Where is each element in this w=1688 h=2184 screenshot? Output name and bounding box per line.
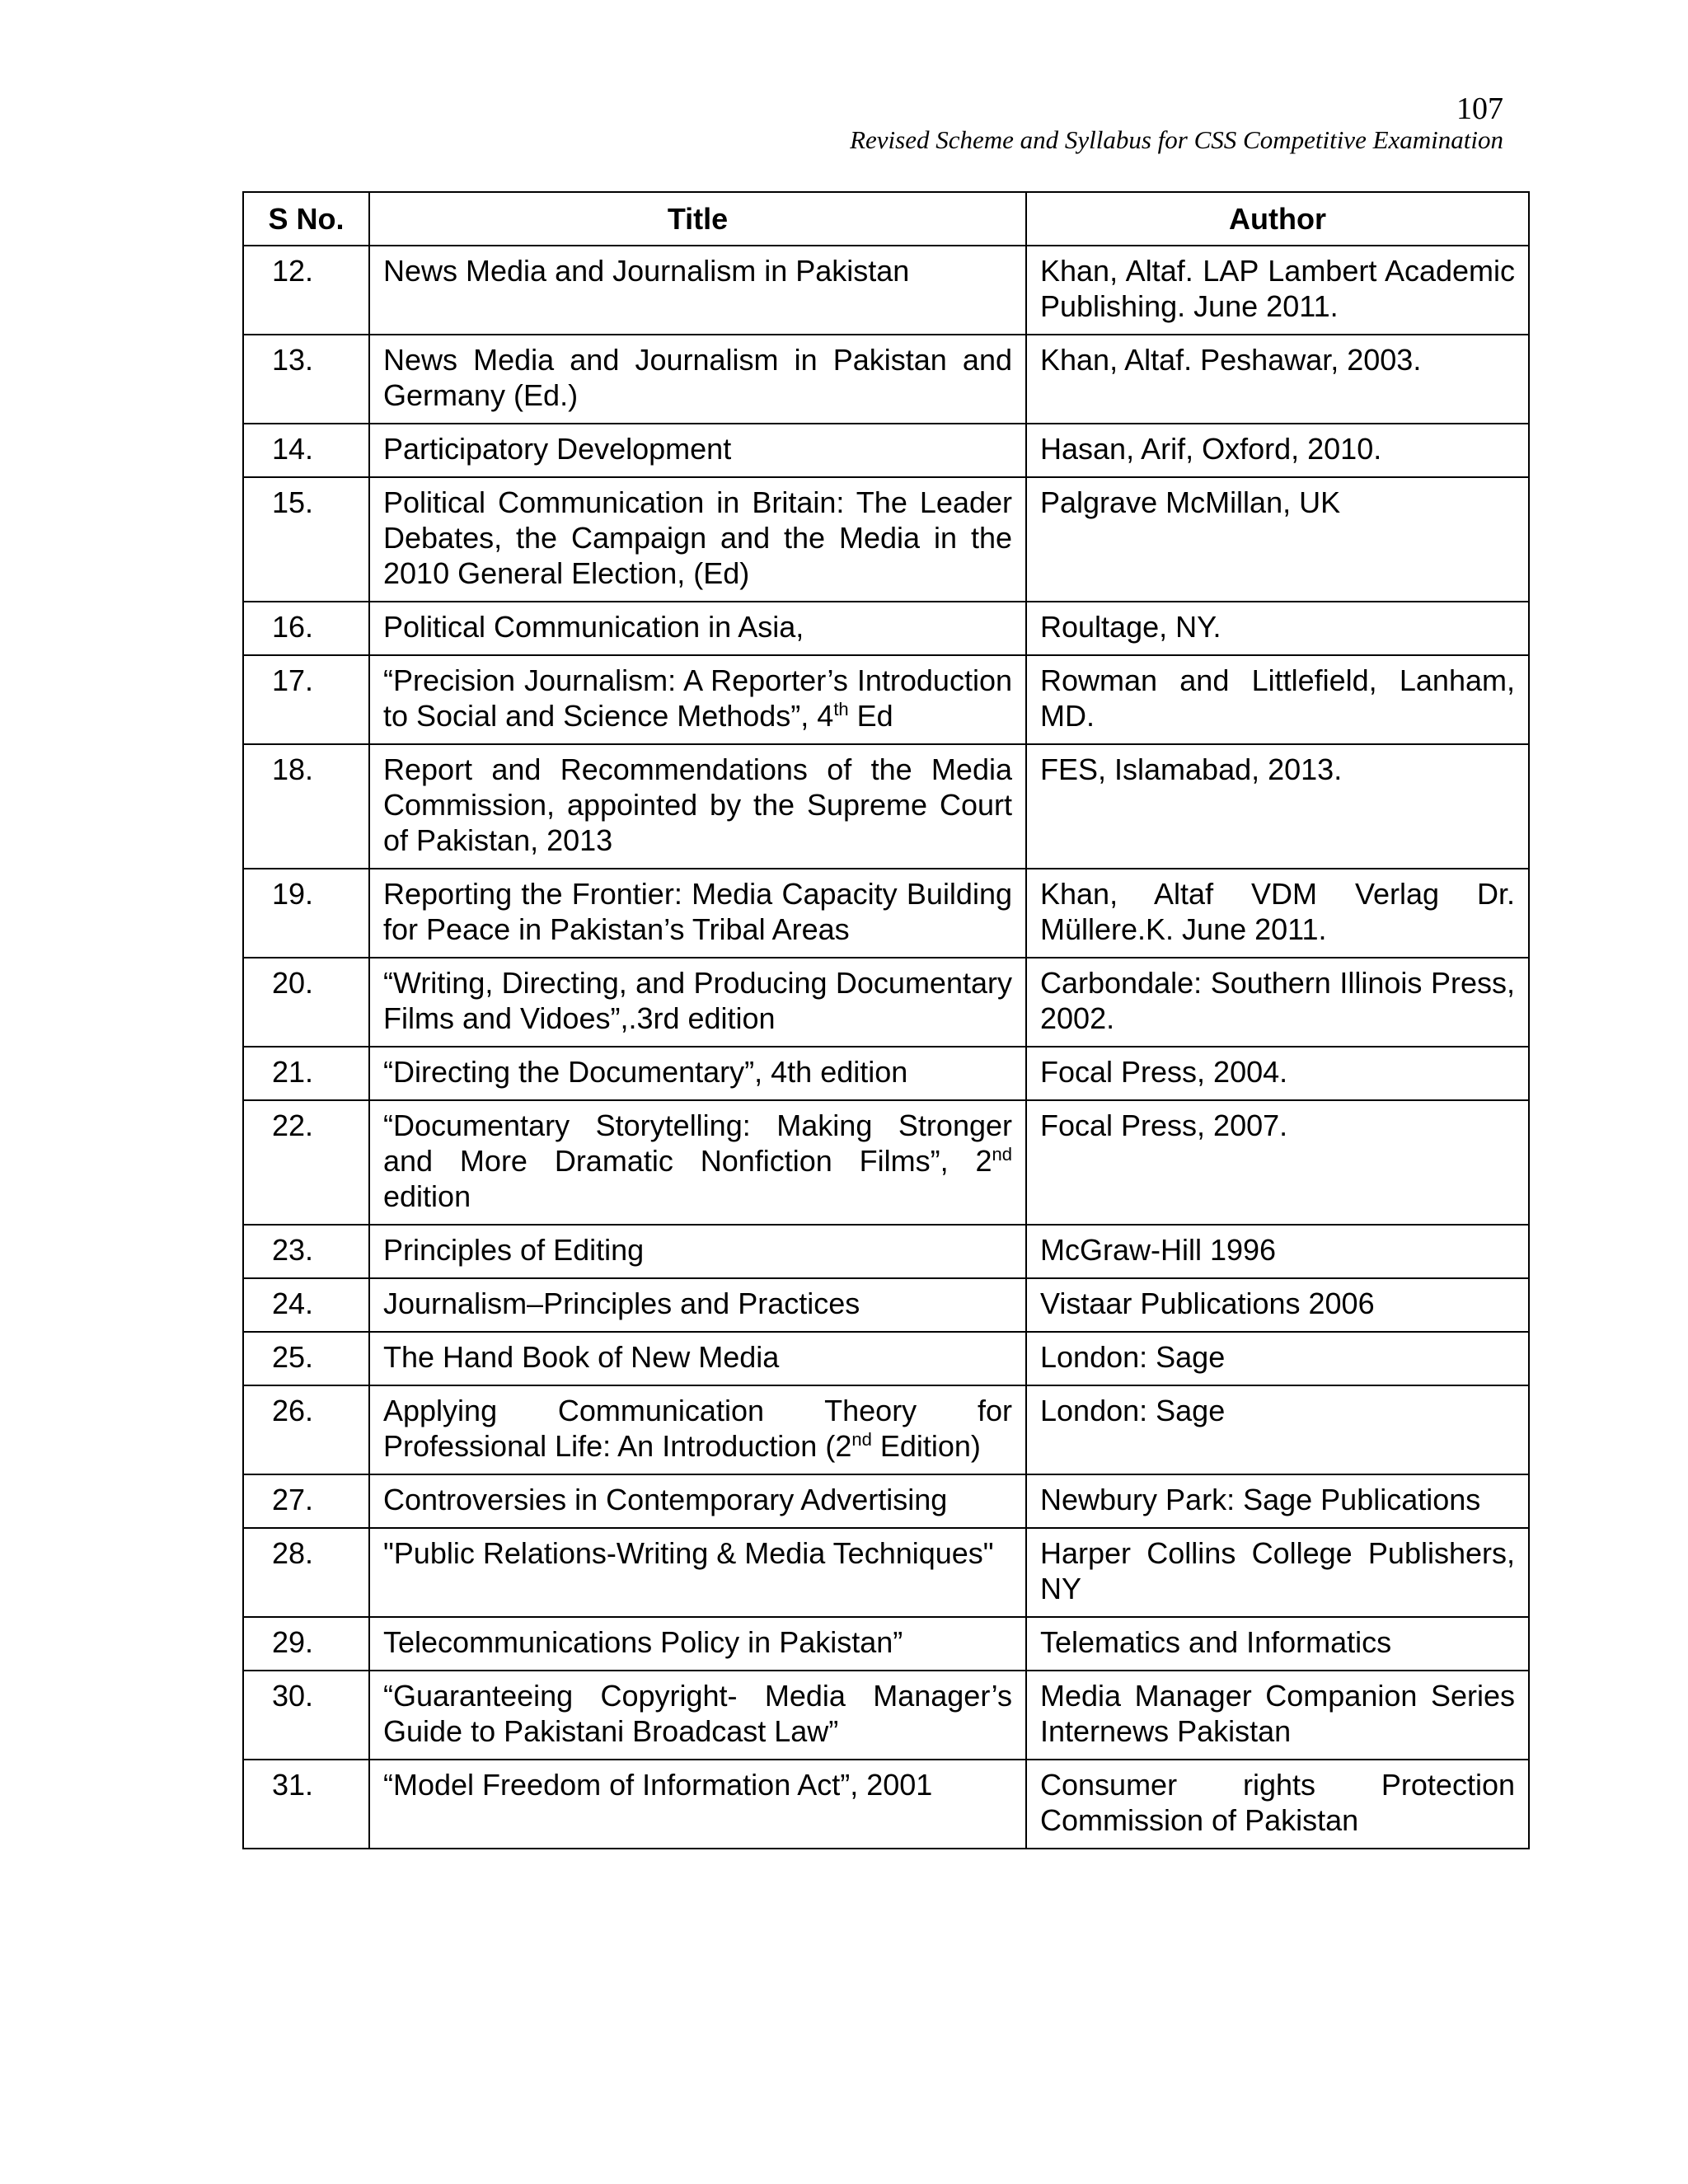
- table-row: [243, 1474, 1529, 1528]
- row-sno: 18.: [243, 744, 369, 869]
- row-author: Roultage, NY.: [1026, 602, 1529, 655]
- row-author: McGraw-Hill 1996: [1026, 1225, 1529, 1278]
- row-author: Telematics and Informatics: [1026, 1617, 1529, 1671]
- table-row: [243, 246, 1529, 335]
- row-title-ordinal: th: [833, 699, 849, 719]
- table-row: [243, 1332, 1529, 1385]
- table-row: [243, 655, 1529, 744]
- header-author: Author: [1026, 192, 1529, 246]
- table-row: [243, 1385, 1529, 1474]
- row-title-ordinal: nd: [992, 1144, 1012, 1165]
- row-title: “Model Freedom of Information Act”, 2001: [369, 1760, 1026, 1849]
- row-title: [369, 1100, 1026, 1225]
- row-title: The Hand Book of New Media: [369, 1332, 1026, 1385]
- row-sno: 15.: [243, 477, 369, 602]
- row-author: Khan, Altaf VDM Verlag Dr. Müllere.K. June 2011.: [1026, 869, 1529, 958]
- table-row: [243, 1278, 1529, 1332]
- table-row: [243, 1617, 1529, 1671]
- row-sno: 31.: [243, 1760, 369, 1849]
- row-title-ordinal: nd: [851, 1429, 872, 1450]
- row-sno: 20.: [243, 958, 369, 1047]
- row-sno: 17.: [243, 655, 369, 744]
- row-sno: 13.: [243, 335, 369, 424]
- table-row: [243, 424, 1529, 477]
- row-title: Political Communication in Britain: The Leader Debates, the Campaign and the Media in the 2010 General Election, (Ed): [369, 477, 1026, 602]
- row-sno: 22.: [243, 1100, 369, 1225]
- row-author: Palgrave McMillan, UK: [1026, 477, 1529, 602]
- row-title: Political Communication in Asia,: [369, 602, 1026, 655]
- row-title-suffix: Ed: [848, 699, 893, 733]
- table-row: [243, 1047, 1529, 1100]
- row-author: Vistaar Publications 2006: [1026, 1278, 1529, 1332]
- table-row: [243, 958, 1529, 1047]
- table-row: [243, 1760, 1529, 1849]
- row-title: Report and Recommendations of the Media Commission, appointed by the Supreme Court of Pakistan, 2013: [369, 744, 1026, 869]
- table-row: [243, 477, 1529, 602]
- header-sno: S No.: [243, 192, 369, 246]
- row-title: Participatory Development: [369, 424, 1026, 477]
- row-sno: 19.: [243, 869, 369, 958]
- row-author: Hasan, Arif, Oxford, 2010.: [1026, 424, 1529, 477]
- row-sno: 16.: [243, 602, 369, 655]
- table-header-row: [243, 192, 1529, 246]
- row-author: Media Manager Companion Series Internews Pakistan: [1026, 1671, 1529, 1760]
- reading-list-table: [242, 191, 1530, 1849]
- row-sno: 28.: [243, 1528, 369, 1617]
- row-sno: 21.: [243, 1047, 369, 1100]
- header-title: Title: [369, 192, 1026, 246]
- row-title: Journalism–Principles and Practices: [369, 1278, 1026, 1332]
- row-title: News Media and Journalism in Pakistan and Germany (Ed.): [369, 335, 1026, 424]
- row-author: Khan, Altaf. Peshawar, 2003.: [1026, 335, 1529, 424]
- row-title: Principles of Editing: [369, 1225, 1026, 1278]
- row-title: Telecommunications Policy in Pakistan”: [369, 1617, 1026, 1671]
- table-row: [243, 1528, 1529, 1617]
- row-author: Rowman and Littlefield, Lanham, MD.: [1026, 655, 1529, 744]
- row-title: “Guaranteeing Copyright- Media Manager’s Guide to Pakistani Broadcast Law”: [369, 1671, 1026, 1760]
- running-header: Revised Scheme and Syllabus for CSS Competitive Examination: [850, 125, 1503, 154]
- row-author: Focal Press, 2007.: [1026, 1100, 1529, 1225]
- row-sno: 27.: [243, 1474, 369, 1528]
- row-sno: 25.: [243, 1332, 369, 1385]
- row-author: Newbury Park: Sage Publications: [1026, 1474, 1529, 1528]
- row-author: Focal Press, 2004.: [1026, 1047, 1529, 1100]
- row-title: News Media and Journalism in Pakistan: [369, 246, 1026, 335]
- row-author: London: Sage: [1026, 1332, 1529, 1385]
- row-title-suffix: Edition): [871, 1429, 981, 1463]
- row-title: Controversies in Contemporary Advertising: [369, 1474, 1026, 1528]
- row-author: London: Sage: [1026, 1385, 1529, 1474]
- row-title: “Writing, Directing, and Producing Documentary Films and Vidoes”,.3rd edition: [369, 958, 1026, 1047]
- row-sno: 24.: [243, 1278, 369, 1332]
- row-title: [369, 655, 1026, 744]
- page-number: 107: [1456, 91, 1503, 126]
- row-title-text: Applying Communication Theory for Professional Life: An Introduction (2: [383, 1394, 1012, 1463]
- row-sno: 14.: [243, 424, 369, 477]
- row-author: Khan, Altaf. LAP Lambert Academic Publishing. June 2011.: [1026, 246, 1529, 335]
- row-title-text: “Documentary Storytelling: Making Stronger and More Dramatic Nonfiction Films”, 2: [383, 1108, 1012, 1178]
- row-author: Carbondale: Southern Illinois Press, 2002.: [1026, 958, 1529, 1047]
- row-title: Reporting the Frontier: Media Capacity Building for Peace in Pakistan’s Tribal Areas: [369, 869, 1026, 958]
- row-sno: 26.: [243, 1385, 369, 1474]
- row-title: "Public Relations-Writing & Media Techniques": [369, 1528, 1026, 1617]
- table-row: [243, 1225, 1529, 1278]
- row-sno: 23.: [243, 1225, 369, 1278]
- row-title-text: “Precision Journalism: A Reporter’s Introduction to Social and Science Methods”, 4: [383, 663, 1012, 733]
- row-author: FES, Islamabad, 2013.: [1026, 744, 1529, 869]
- row-author: Harper Collins College Publishers, NY: [1026, 1528, 1529, 1617]
- table-row: [243, 602, 1529, 655]
- row-title: [369, 1385, 1026, 1474]
- table-body: [243, 246, 1529, 1849]
- row-title: “Directing the Documentary”, 4th edition: [369, 1047, 1026, 1100]
- table-row: [243, 869, 1529, 958]
- row-author: Consumer rights Protection Commission of Pakistan: [1026, 1760, 1529, 1849]
- row-title-suffix: edition: [383, 1179, 471, 1213]
- row-sno: 12.: [243, 246, 369, 335]
- table-row: [243, 1671, 1529, 1760]
- table-row: [243, 744, 1529, 869]
- table-row: [243, 335, 1529, 424]
- row-sno: 29.: [243, 1617, 369, 1671]
- row-sno: 30.: [243, 1671, 369, 1760]
- table-row: [243, 1100, 1529, 1225]
